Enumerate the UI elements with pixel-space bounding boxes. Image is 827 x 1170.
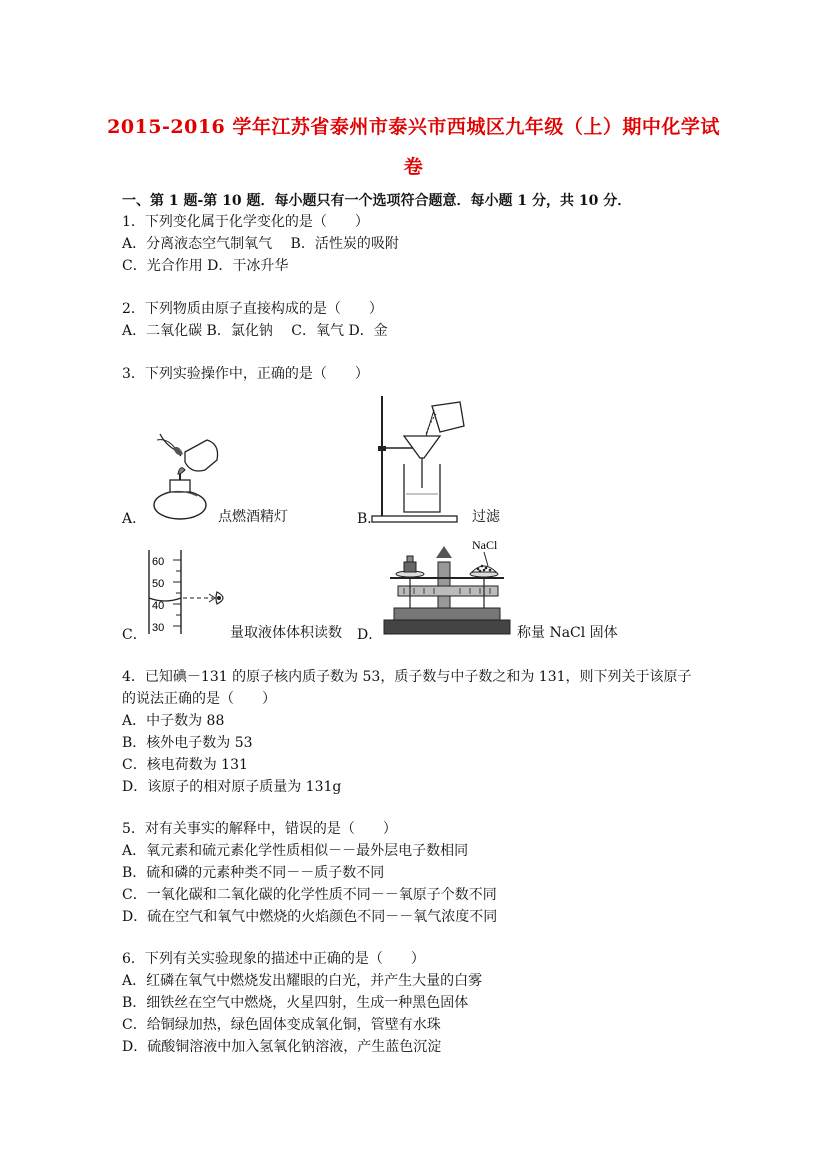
q4-option-d: D．该原子的相对原子质量为 131g <box>122 779 342 795</box>
q4-option-a: A．中子数为 88 <box>122 713 225 729</box>
q5-option-c: C．一氧化碳和二氧化碳的化学性质不同－－氧原子个数不同 <box>122 887 497 903</box>
q4-stem-line1: 4．已知碘－131 的原子核内质子数为 53，质子数与中子数之和为 131，则下列关于该原子 <box>122 669 692 685</box>
q3-option-a-letter: A． <box>122 511 147 527</box>
q1-options-cd: C．光合作用 D．干冰升华 <box>122 258 289 274</box>
nacl-label: NaCl <box>472 538 498 552</box>
exam-title-line2: 卷 <box>403 156 424 178</box>
q6-option-c: C．给铜绿加热，绿色固体变成氧化铜，管壁有水珠 <box>122 1017 441 1033</box>
tick-label-30: 30 <box>152 622 165 634</box>
section-heading: 一、第 1 题-第 10 题．每小题只有一个选项符合题意．每小题 1 分，共 10 分． <box>122 193 632 209</box>
alcohol-lamp-figure <box>145 430 225 525</box>
q5-option-b: B．硫和磷的元素种类不同－－质子数不同 <box>122 865 385 881</box>
q4-option-c: C．核电荷数为 131 <box>122 757 248 773</box>
q1-stem: 1．下列变化属于化学变化的是（ ） <box>122 214 369 230</box>
tick-label-60: 60 <box>152 556 165 568</box>
q3-option-b-letter: B． <box>357 511 382 527</box>
exam-title-line1: 2015-2016 学年江苏省泰州市泰兴市西城区九年级（上）期中化学试 <box>107 116 720 138</box>
q1-options-ab: A．分离液态空气制氧气 B．活性炭的吸附 <box>122 236 399 252</box>
q3-option-d-caption: 称量 NaCl 固体 <box>517 625 618 641</box>
q6-option-b: B．细铁丝在空气中燃烧，火星四射，生成一种黑色固体 <box>122 995 469 1011</box>
q5-option-a: A．氧元素和硫元素化学性质相似－－最外层电子数相同 <box>122 843 469 859</box>
tick-label-40: 40 <box>152 600 165 612</box>
filtration-figure <box>360 392 475 524</box>
q3-option-d-letter: D． <box>357 627 383 643</box>
q3-option-c-letter: C． <box>122 627 147 643</box>
q3-stem: 3．下列实验操作中，正确的是（ ） <box>122 366 369 382</box>
q6-option-d: D．硫酸铜溶液中加入氢氧化钠溶液，产生蓝色沉淀 <box>122 1039 442 1055</box>
q6-stem: 6．下列有关实验现象的描述中正确的是（ ） <box>122 951 425 967</box>
q2-stem: 2．下列物质由原子直接构成的是（ ） <box>122 301 383 317</box>
q5-option-d: D．硫在空气和氧气中燃烧的火焰颜色不同－－氧气浓度不同 <box>122 909 498 925</box>
q6-option-a: A．红磷在氧气中燃烧发出耀眼的白光，并产生大量的白雾 <box>122 973 483 989</box>
q3-option-b-caption: 过滤 <box>472 509 500 525</box>
balance-figure <box>380 532 515 637</box>
tick-label-50: 50 <box>152 578 165 590</box>
q4-option-b: B．核外电子数为 53 <box>122 735 253 751</box>
graduated-cylinder-figure <box>145 548 235 636</box>
q4-stem-line2: 的说法正确的是（ ） <box>122 691 276 707</box>
q3-option-a-caption: 点燃酒精灯 <box>218 509 288 525</box>
q3-option-c-caption: 量取液体体积读数 <box>230 625 342 641</box>
q5-stem: 5．对有关事实的解释中，错误的是（ ） <box>122 821 397 837</box>
q2-options: A．二氧化碳 B．氯化钠 C．氧气 D．金 <box>122 323 388 339</box>
